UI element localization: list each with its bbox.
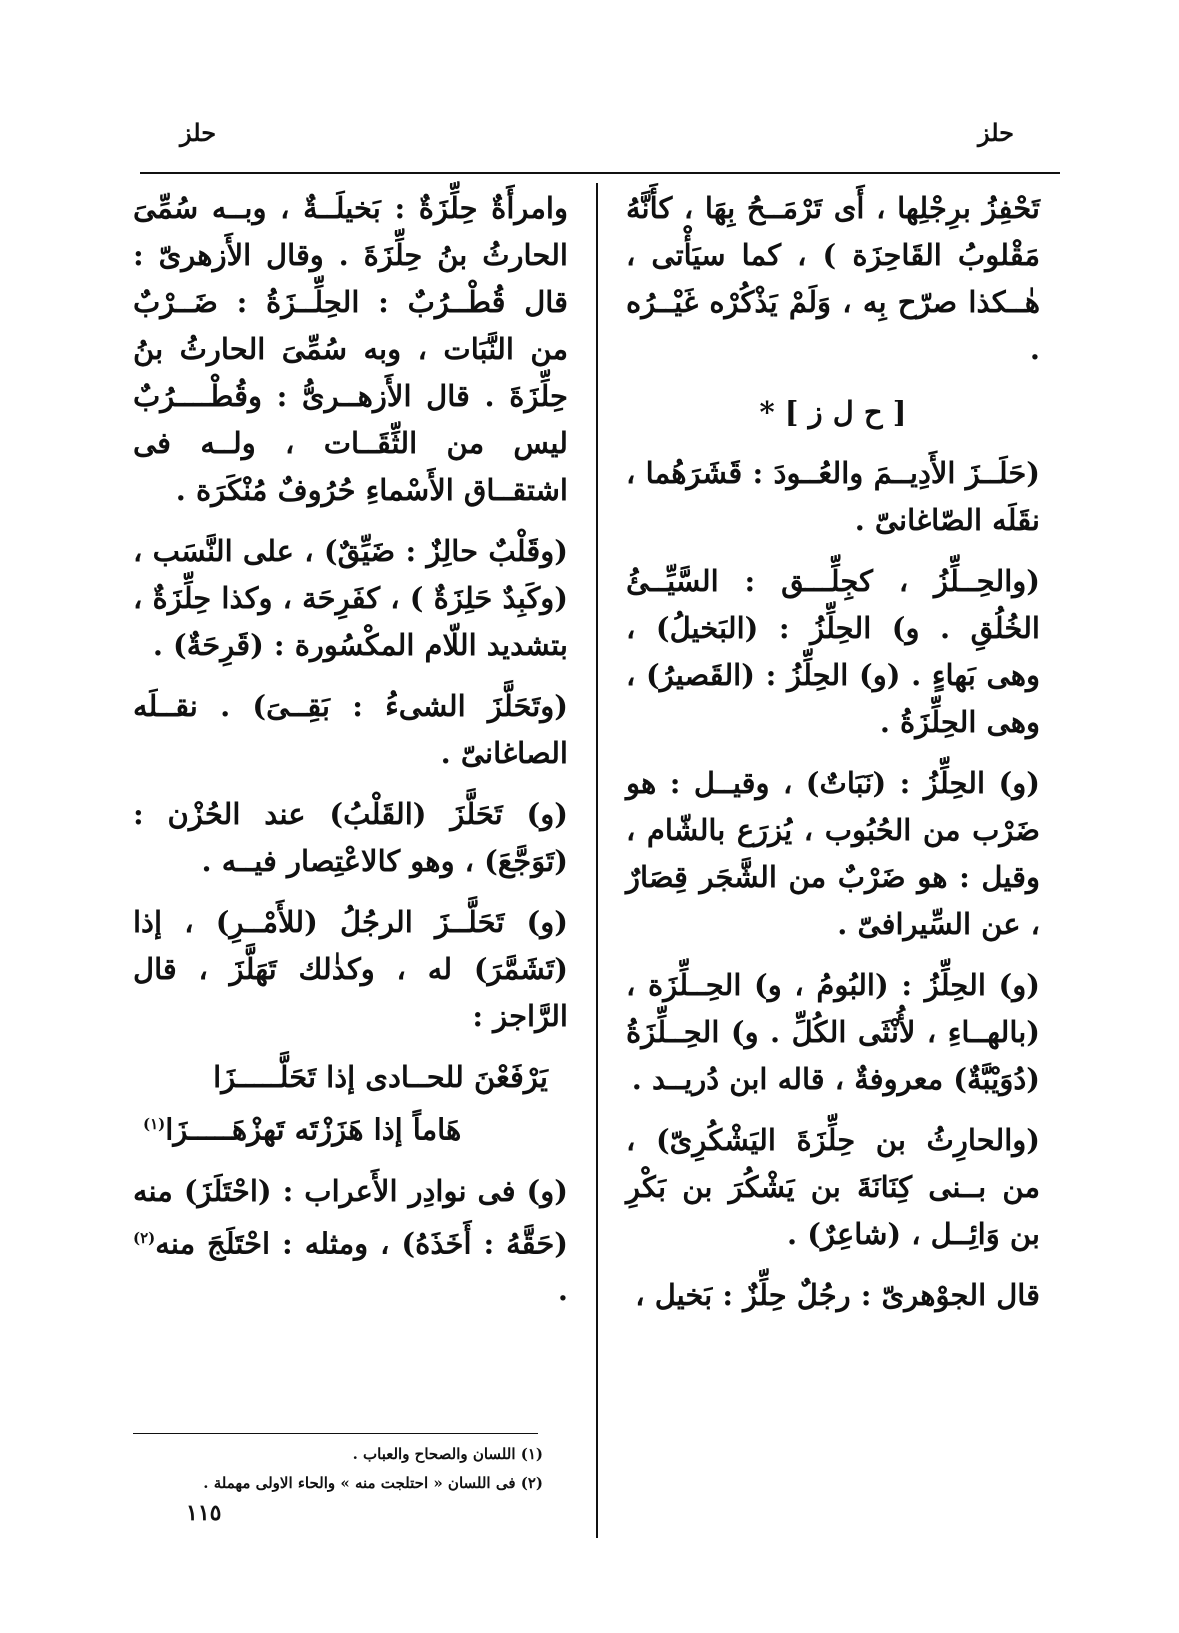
entry-paragraph: (حَلَــزَ الأَدِيــمَ والعُــودَ : قَشَرَهُما ، نقَلَه الصّاغانىّ . xyxy=(626,456,1040,537)
verse-line-2 xyxy=(133,1101,568,1154)
entry-text-end: . xyxy=(557,1273,568,1308)
entry-paragraph: (والحِــلِّزُ ، كجِلِّـــق : السَّيِّــئُ الخُلُقِ . و) الحِلِّزُ : (البَخيلُ) ، وهى بَهاءٍ . (و) الحِلِّزُ : (القَصيرُ) ، وهى الحِلِّزَةُ . xyxy=(626,564,1040,739)
footnote-rule xyxy=(133,1433,538,1434)
entry-paragraph: (وتَحَلَّزَ الشىءُ : بَقِــىَ) . نقــلَه الصاغانىّ . xyxy=(133,689,568,770)
column-divider xyxy=(596,183,598,1538)
footnote-marker: (١) xyxy=(143,1115,166,1133)
footnote-marker: (٢) xyxy=(133,1228,156,1247)
page-number: ١١٥ xyxy=(186,1500,222,1526)
entry-paragraph: وامرأَةٌ حِلِّزَةٌ : بَخيلَــةٌ ، وبــه سُمِّىَ الحارثُ بنُ حِلِّزَةَ . وقال الأَزهرىّ : قال قُطْــرُبٌ : الحِلِّــزَةُ : ضَــرْبٌ من النَّبَات ، وبه سُمِّىَ الحارثُ بنُ حِلِّزَةَ . قال الأَزهــرىُّ : وقُطْــــرُبٌ ليس من الثِّقَــات ، ولــه فى اشتقــاق الأَسْماءِ حُرُوفٌ مُنْكَرَة . xyxy=(133,191,568,507)
entry-paragraph: (و) تَحَلَّزَ (القَلْبُ) عند الحُزْن : (تَوَجَّعَ) ، وهو كالاعْتِصار فيــه . xyxy=(133,797,568,878)
root-heading: [ ح ل ز ] * xyxy=(759,395,907,429)
verse-line: يَرْفَعْنَ للحــادى إذا تَحَلَّـــــزَا xyxy=(213,1060,548,1094)
footnote: (١) اللسان والصحاح والعباب . xyxy=(352,1445,543,1463)
entry-paragraph: (و) الحِلِّزُ : (نَبَاتٌ) ، وقيــل : هو ضَرْب من الحُبُوب ، يُزرَع بالشّام ، وقيل : هو ضَرْبٌ من الشَّجَر قِصَارٌ ، عن السِّيرافىّ . xyxy=(626,766,1040,941)
running-header-right: حلز xyxy=(977,118,1014,147)
entry-paragraph: (و) الحِلِّزُ : (البُومُ ، و) الحِــلِّزَة ، (بالهــاءِ ، لأُنْثَى الكُلِّ . و) الحِــلِّزَةُ (دُوَيْبَّةٌ) معروفةٌ ، قاله ابن دُريــد . xyxy=(626,968,1040,1096)
entry-paragraph: (و) تَحَلَّــزَ الرجُلُ (للأَمْــرِ) ، إذا (تَشَمَّرَ) له ، وكذٰلك تَهَلَّزَ ، قال الرَّاجز : xyxy=(133,905,568,1033)
entry-paragraph: (والحارِثُ بن حِلِّزَةَ اليَشْكُرِىّ) ، من بــنى كِنَانَةَ بن يَشْكُرَ بن بَكْرِ بن وَائِــل ، (شاعِرٌ) . xyxy=(626,1123,1040,1251)
footnotes xyxy=(133,1440,543,1498)
running-header-left: حلز xyxy=(180,118,217,147)
entry-paragraph: (وقَلْبٌ حالِزٌ : ضَيِّقٌ) ، على النَّسَب ، (وكَبِدٌ حَلِزَةٌ ) ، كفَرِحَة ، وكذا حِلِّزَةٌ ، بتشديد اللّام المكْسُورة : (قَرِحَةٌ) . xyxy=(133,534,568,662)
entry-text: (و) فى نوادِر الأَعراب : (احْتَلَزَ) منه (حَقَّهُ : أَخَذَهُ) ، ومثله : احْتَلَجَ منه xyxy=(133,1173,568,1261)
entry-paragraph: قال الجوْهرىّ : رجُلٌ حِلِّزٌ : بَخيل ، xyxy=(635,1278,1040,1312)
entry-paragraph: تَحْفِزُ برِجْلِها ، أَى تَرْمَــحُ بِهَا ، كأَنَّهُ مَقْلوبُ القَاحِزَة ) ، كما سيَأْتى ، هٰــكذا صرّح بِه ، وَلَمْ يَذْكُرْه غَيْــرُه . xyxy=(626,191,1040,366)
verse-line: هَاماً إذا هَزَزْتَه تَهزْهَـــــزَا xyxy=(165,1112,462,1147)
left-column xyxy=(133,185,568,1328)
entry-paragraph xyxy=(133,1168,568,1315)
right-column xyxy=(626,185,1040,1333)
poetry-verse xyxy=(133,1054,568,1154)
footnote: (٢) فى اللسان « احتلجت منه » والحاء الاولى مهملة . xyxy=(203,1474,543,1492)
header-rule xyxy=(140,172,1060,174)
